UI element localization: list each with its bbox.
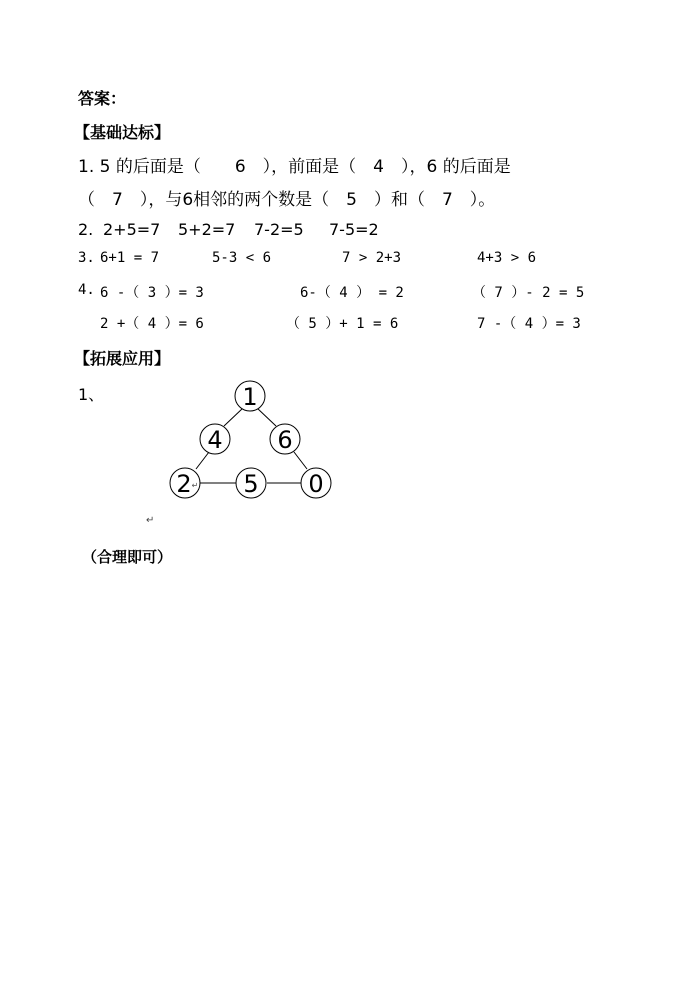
q4-number: 4. [78, 282, 95, 298]
q3-item: 7 > 2+3 [342, 250, 402, 266]
note-reasonable: （合理即可） [82, 548, 173, 566]
node-top-value: 1 [242, 383, 258, 411]
node-bottom-mid [236, 468, 266, 498]
number-triangle-diagram [168, 374, 338, 504]
q4-item: 6 -（ 3 ）= 3 [100, 285, 204, 301]
extension-q1-label: 1、 [78, 385, 105, 404]
q3-number: 3. [78, 250, 95, 266]
node-bottom-right-value: 0 [308, 470, 324, 498]
q4-item: （ 5 ）+ 1 = 6 [286, 316, 399, 332]
answer-heading: 答案： [78, 89, 127, 108]
node-top [235, 381, 265, 411]
q2-item: 2+5=7 [103, 220, 161, 239]
q4-item: 6-（ 4 ） = 2 [300, 285, 404, 301]
q3-item: 6+1 = 7 [100, 250, 160, 266]
node-bottom-mid-value: 5 [243, 470, 259, 498]
node-bottom-left [170, 468, 200, 498]
q2-item: 7-2=5 [254, 220, 304, 239]
section-title-basic: 【基础达标】 [74, 123, 171, 142]
section-title-extension: 【拓展应用】 [74, 349, 171, 368]
q3-item: 4+3 > 6 [477, 250, 537, 266]
q4-item: 2 +（ 4 ）= 6 [100, 316, 204, 332]
node-left-mid-value: 4 [207, 426, 223, 454]
q2-item: 7-5=2 [329, 220, 379, 239]
q1-line1: 1. 5 的后面是（ 6 ），前面是（ 4 ），6 的后面是 [78, 157, 511, 177]
q2-number: 2. [78, 220, 94, 239]
node-right-mid [270, 424, 300, 454]
q2-item: 5+2=7 [178, 220, 236, 239]
return-mark-icon: ↵ [191, 481, 199, 490]
q3-item: 5-3 < 6 [212, 250, 272, 266]
node-bottom-left-value: 2 [176, 470, 192, 498]
node-right-mid-value: 6 [277, 426, 293, 454]
q1-line2: （ 7 ），与6相邻的两个数是（ 5 ）和（ 7 ）。 [78, 190, 496, 210]
q4-item: （ 7 ）- 2 = 5 [472, 285, 585, 301]
q4-item: 7 -（ 4 ）= 3 [477, 316, 581, 332]
return-mark-icon: ↵ [146, 515, 155, 526]
node-bottom-right [301, 468, 331, 498]
node-left-mid [200, 424, 230, 454]
